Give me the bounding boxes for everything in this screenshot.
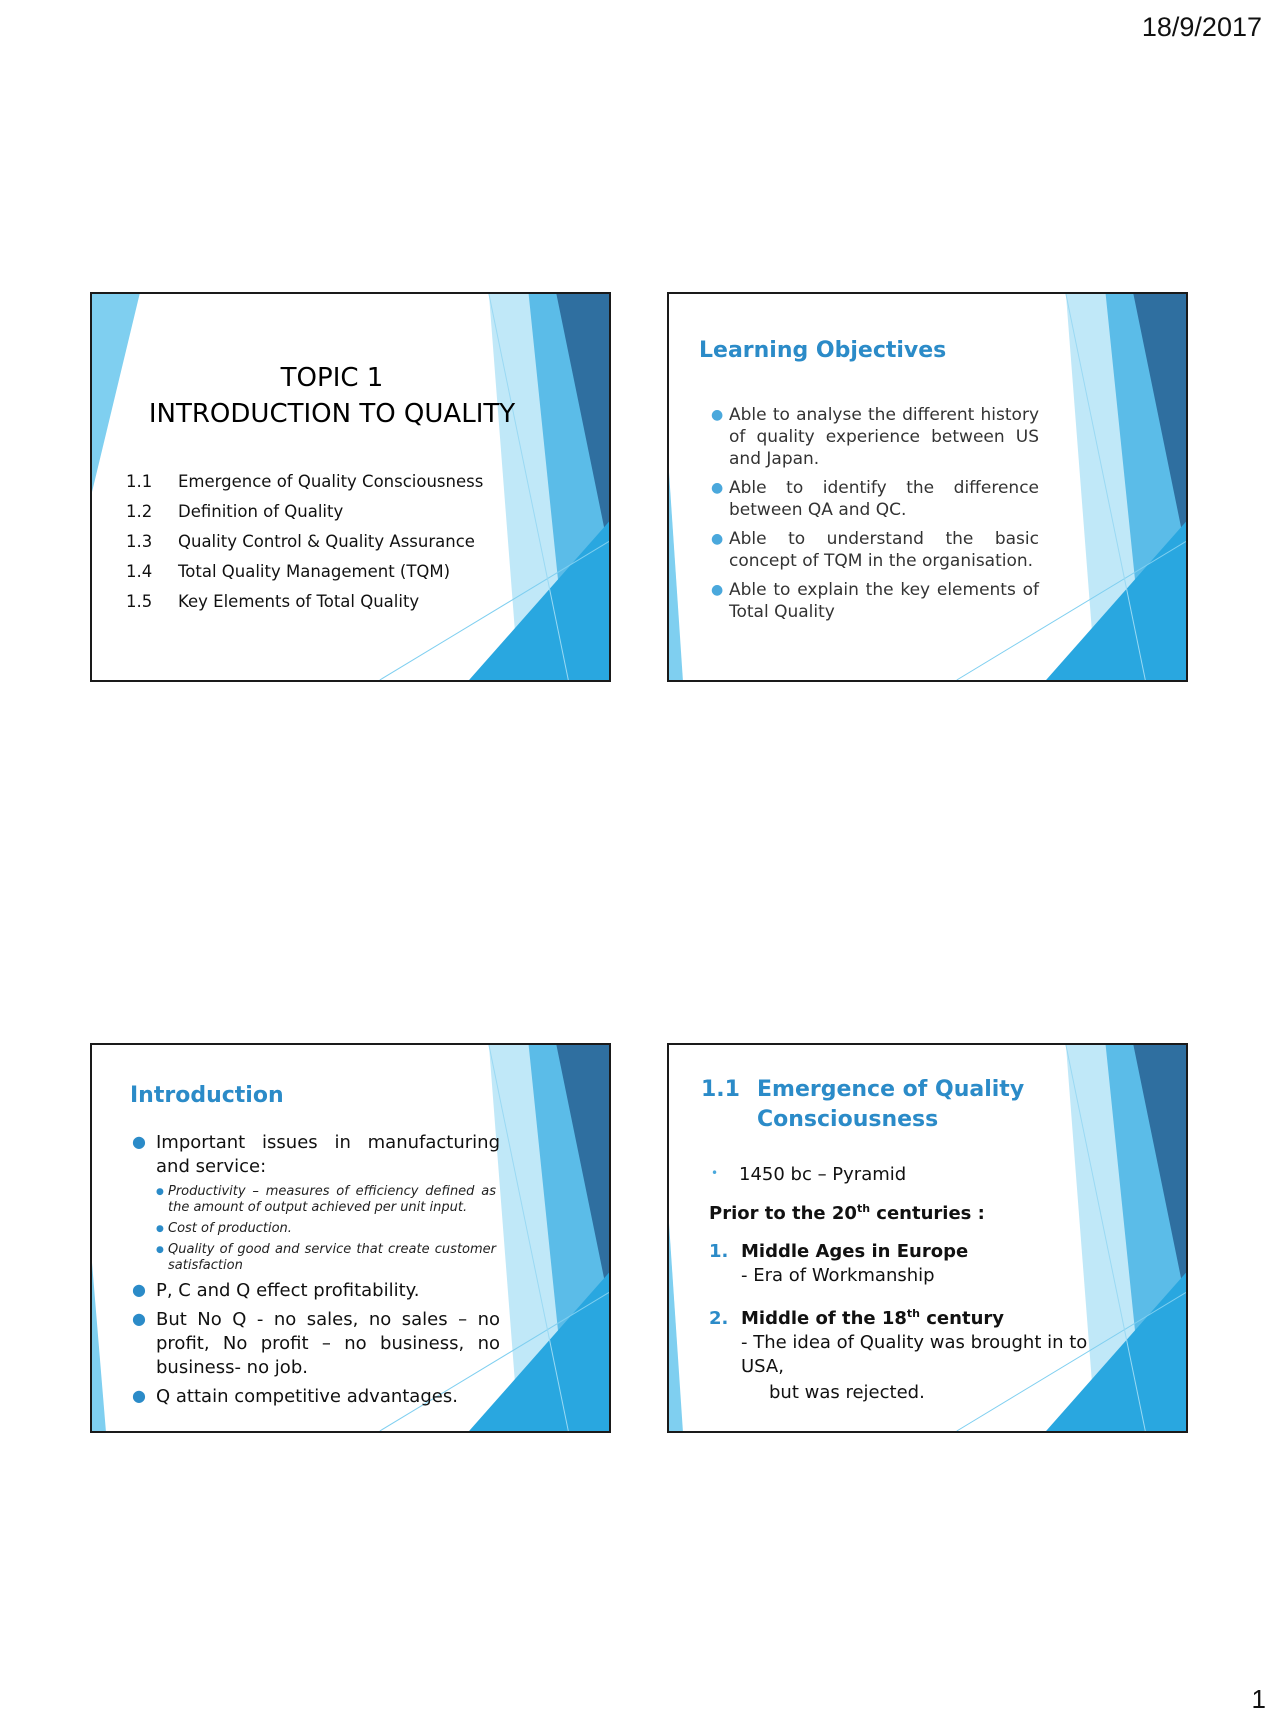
- sub-list: [156, 1184, 496, 1274]
- superscript: th: [856, 1202, 871, 1215]
- bullet-icon: ●: [711, 407, 724, 423]
- bullet-icon: ●: [156, 1245, 164, 1255]
- item-title: Middle of the 18: [741, 1308, 907, 1329]
- list-item: [126, 586, 506, 616]
- heading-number: 1.1: [701, 1077, 740, 1102]
- item-number: 1.2: [126, 501, 153, 521]
- bullet-icon: ●: [711, 480, 724, 496]
- item-subtext: but was rejected.: [769, 1382, 925, 1403]
- slide-introduction: [90, 1043, 611, 1433]
- item-subtext: - The idea of Quality was brought in to USA,: [741, 1332, 1088, 1377]
- item-text: Able to analyse the different history of quality experience between US and Japan.: [729, 405, 1039, 469]
- item-text: Able to understand the basic concept of TQM in the organisation.: [729, 529, 1039, 571]
- item-text: Important issues in manufacturing and service:: [156, 1132, 500, 1177]
- list-item: [126, 466, 506, 496]
- bullet-icon: ●: [132, 1309, 146, 1328]
- item-number: 1.4: [126, 561, 153, 581]
- slide-heading: Learning Objectives: [699, 338, 947, 363]
- item-text: But No Q - no sales, no sales – no profit, No profit – no business, no business- no job.: [156, 1309, 500, 1378]
- item-text: Definition of Quality: [178, 501, 344, 521]
- item-number: 1.1: [126, 471, 153, 491]
- slide-learning-objectives: [667, 292, 1188, 682]
- item-subtext: - Era of Workmanship: [741, 1265, 935, 1286]
- item-number: 1.5: [126, 591, 153, 611]
- item-title-end: century: [920, 1308, 1004, 1329]
- slide-title: [132, 360, 532, 432]
- item-text: Total Quality Management (TQM): [178, 561, 451, 581]
- superscript: th: [906, 1307, 920, 1320]
- item-text: Able to identify the difference between QA and QC.: [729, 478, 1039, 520]
- item-number: 1.3: [126, 531, 153, 551]
- item-number: 1.: [709, 1241, 729, 1262]
- numbered-item: [709, 1302, 1109, 1405]
- item-text: P, C and Q effect profitability.: [156, 1280, 420, 1301]
- bullet-icon: ●: [711, 531, 724, 547]
- sub-item-text: Productivity – measures of efficiency defined as the amount of output achieved per unit input.: [168, 1184, 496, 1215]
- list-item: [709, 477, 1039, 521]
- list-item: [126, 556, 506, 586]
- introduction-list: [130, 1131, 500, 1414]
- sub-item: [156, 1242, 496, 1274]
- item-text: Q attain competitive advantages.: [156, 1386, 458, 1407]
- slide-heading: [701, 1075, 1024, 1135]
- heading-line-2: Consciousness: [757, 1107, 939, 1132]
- sub-item: [156, 1221, 496, 1237]
- bullet-icon: •: [711, 1166, 719, 1180]
- item-title: Middle Ages in Europe: [741, 1241, 969, 1262]
- slide-body: [709, 1163, 1109, 1405]
- list-item: [126, 496, 506, 526]
- prior-text-end: centuries :: [870, 1203, 985, 1224]
- numbered-item: [709, 1240, 1109, 1288]
- bullet-icon: ●: [132, 1386, 146, 1405]
- page-date: 18/9/2017: [1141, 12, 1262, 42]
- bullet-icon: ●: [132, 1132, 146, 1151]
- list-item: [126, 526, 506, 556]
- list-item: [130, 1308, 500, 1380]
- slide-topic-1: [90, 292, 611, 682]
- title-line-1: TOPIC 1: [280, 363, 384, 393]
- topic-list: [126, 466, 506, 616]
- item-text: Able to explain the key elements of Total Quality: [729, 580, 1039, 622]
- bullet-icon: ●: [156, 1187, 164, 1197]
- list-item: [130, 1385, 500, 1409]
- objectives-list: [709, 404, 1039, 630]
- list-item: [709, 404, 1039, 470]
- bullet-icon: ●: [711, 582, 724, 598]
- page-number: 1: [1251, 1684, 1266, 1714]
- item-number: 2.: [709, 1308, 729, 1329]
- title-line-2: INTRODUCTION TO QUALITY: [148, 399, 516, 429]
- list-item: [130, 1279, 500, 1303]
- prior-text: Prior to the 20: [709, 1203, 857, 1224]
- bullet-icon: ●: [132, 1280, 146, 1299]
- slide-heading: Introduction: [130, 1083, 284, 1108]
- slide-emergence-of-quality: [667, 1043, 1188, 1433]
- list-item: [709, 579, 1039, 623]
- list-item: [709, 1163, 1109, 1187]
- item-text: 1450 bc – Pyramid: [739, 1164, 907, 1185]
- item-text: Key Elements of Total Quality: [178, 591, 420, 611]
- sub-item-text: Quality of good and service that create customer satisfaction: [168, 1242, 496, 1273]
- heading-line-1: Emergence of Quality: [757, 1077, 1025, 1102]
- prior-line: [709, 1197, 1109, 1226]
- list-item: [709, 528, 1039, 572]
- bullet-icon: ●: [156, 1224, 164, 1234]
- sub-item-text: Cost of production.: [168, 1221, 292, 1236]
- item-text: Emergence of Quality Consciousness: [178, 471, 484, 491]
- list-item: [130, 1131, 500, 1179]
- sub-item: [156, 1184, 496, 1216]
- item-text: Quality Control & Quality Assurance: [178, 531, 475, 551]
